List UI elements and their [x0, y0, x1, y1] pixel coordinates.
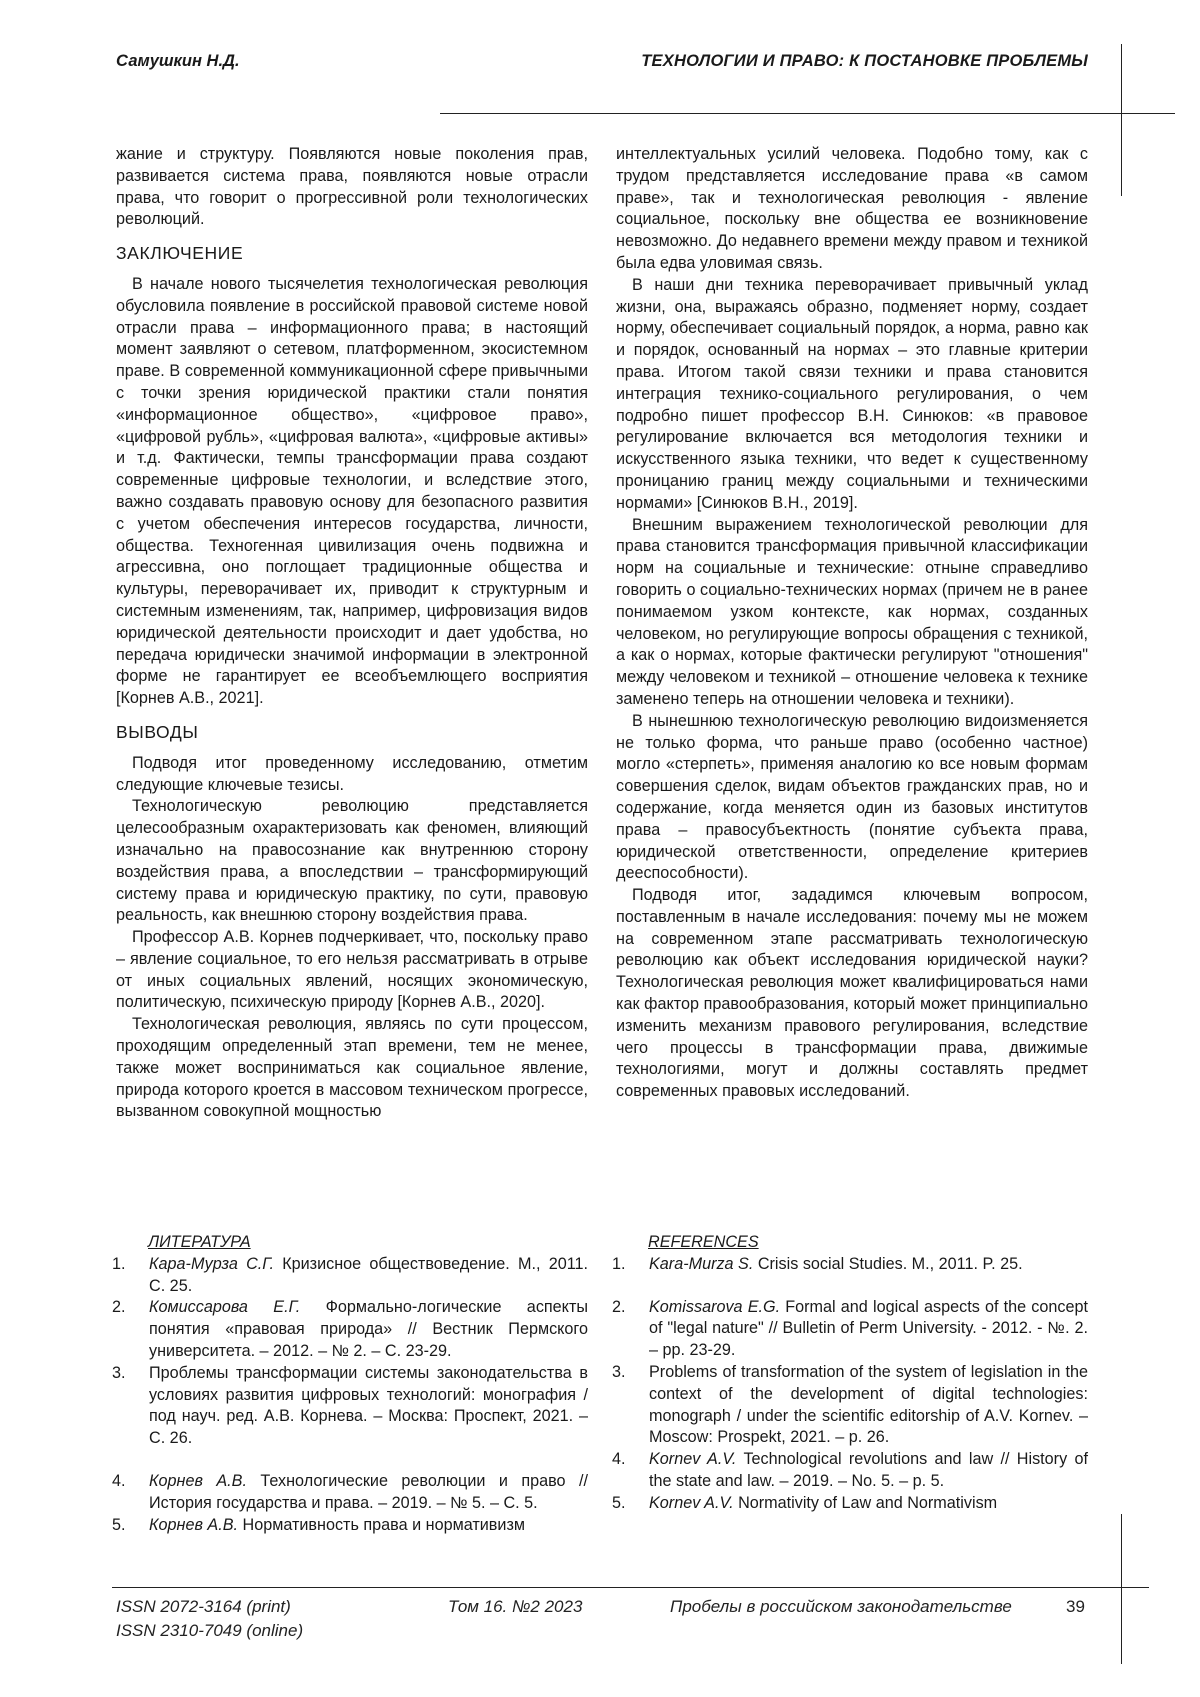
footer-vertical-rule [1121, 1514, 1122, 1664]
left-column [116, 144, 588, 1123]
item-author: Kara-Murza S. [649, 1254, 754, 1273]
paragraph-right-5: Подводя итог, зададимся ключевым вопросом, поставленным в начале исследования: почему мы не можем на современном этапе рассматривать технологическую революцию как объект исследования юридической науки? Технологическая революция может квалифицироваться нами как фактор правообразования, который может принципиально изменить механизм правового регулирования, вследствие чего процессы в трансформации права, движимые технологиями, могут и должны составлять предмет современных правовых исследований. [616, 886, 1088, 1101]
item-text: Проблемы трансформации системы законодательства в условиях развития цифровых технологий: монография / под науч. ред. А.В. Корнева. – Москва: Проспект, 2021. – С. 26. [149, 1363, 588, 1448]
item-author: Корнев А.В. [149, 1515, 238, 1534]
literature-item [112, 1297, 588, 1362]
paragraph-right-2: В наши дни техника переворачивает привычный уклад жизни, она, выражаясь образно, подменяет норму, создает норму, обеспечивает социальный порядок, а норма, равно как и порядок, основанный на нормах – это главные критерии права. Итогом такой связи техники и права становится интеграция технико-социального регулирования, о чем подробно пишет профессор В.Н. Синюков: «в правовое регулирование включается вся методология техники и искусственного языка техники, что ведет к существенному проницанию границ между социальными и техническими нормами» [Синюков В.Н., 2019]. [616, 275, 1088, 512]
paragraph-right-3: Внешним выражением технологической революции для права становится трансформация привычной классификации норм на социальные и технические: отныне справедливо говорить о социально-технических нормах (причем не в ранее понимаемом узком контексте, как нормах, созданных человеком, но регулирующие вопросы обращения с техникой, а как о нормах, которые фактически регулируют "отношения" между человеком и техникой – отношение человека к технике заменено теперь на отношении человека и техники). [616, 515, 1088, 708]
literature-item [112, 1363, 588, 1450]
item-number: 1. [112, 1254, 126, 1273]
references-heading: REFERENCES [648, 1233, 759, 1251]
header-vertical-rule [1121, 44, 1122, 196]
item-author: Корнев А.В. [149, 1471, 247, 1490]
item-text: Технологические революции и право // История государства и права. – 2019. – № 5. – С. 5. [149, 1471, 588, 1512]
item-number: 5. [612, 1493, 626, 1512]
paragraph-findings-1: Подводя итог проведенному исследованию, отметим следующие ключевые тезисы. [116, 753, 588, 794]
running-header-title: ТЕХНОЛОГИИ И ПРАВО: К ПОСТАНОВКЕ ПРОБЛЕМЫ [641, 52, 1088, 70]
running-header-author: Самушкин Н.Д. [116, 52, 240, 70]
literature-heading: ЛИТЕРАТУРА [148, 1233, 251, 1251]
paragraph-findings-2: Технологическую революцию представляется целесообразным охарактеризовать как феномен, влияющий изначально на правосознание как внутреннюю сторону воздействия права, а впоследствии – трансформирующий систему права и юридическую практику, по сути, правовую реальность, как внешнюю сторону воздействия права. [116, 797, 588, 925]
reference-item [612, 1493, 1088, 1515]
item-number: 2. [112, 1298, 126, 1317]
reference-item [612, 1297, 1088, 1362]
paragraph-findings-3: Профессор А.В. Корнев подчеркивает, что, поскольку право – явление социальное, то его нельзя рассматривать в отрыве от иных социальных явлений, носящих экономическую, политическую, психическую природу [Корнев А.В., 2020]. [116, 928, 588, 1012]
paragraph-findings-4: Технологическая революция, являясь по сути процессом, проходящим определенный этап времени, тем не менее, также может восприниматься как социальное явление, природа которого кроется в массовом техническом прогрессе, вызванном совокупной мощностью [116, 1015, 588, 1121]
item-number: 3. [112, 1363, 126, 1382]
item-author: Комиссарова Е.Г. [149, 1298, 301, 1317]
item-number: 3. [612, 1362, 626, 1381]
footer-rule [112, 1587, 1149, 1588]
right-column [616, 144, 1088, 1103]
references-list [612, 1232, 1088, 1515]
item-author: Kornev A.V. [649, 1450, 737, 1469]
reference-item [612, 1449, 1088, 1493]
paragraph-right-1: интеллектуальных усилий человека. Подобно тому, как с трудом представляется исследование права «в самом праве», так и технологическая революция - явление социальное, поскольку вне общества ее возникновение невозможно. До недавнего времени между правом и техникой была едва уловимая связь. [616, 145, 1088, 272]
item-text: Формально-логические аспекты понятия «правовая природа» // Вестник Пермского университета. – 2012. – № 2. – С. 23-29. [149, 1298, 588, 1360]
item-author: Кара-Мурза С.Г. [149, 1254, 274, 1273]
footer-issn-online: ISSN 2310-7049 (online) [116, 1621, 304, 1640]
reference-item [612, 1362, 1088, 1449]
paragraph-right-4: В нынешнюю технологическую революцию видоизменяется не только форма, что раньше право (особенно частное) могло «стерпеть», применяя аналогию ко все новым формам совершения сделок, видам объектов гражданских прав, но и содержание, когда меняется один из базовых институтов права – правосубъектность (понятие субъекта права, юридической ответственности, определение критериев дееспособности). [616, 711, 1088, 883]
footer-issn-print: ISSN 2072-3164 (print) [116, 1597, 291, 1616]
item-text: Normativity of Law and Normativism [733, 1493, 998, 1512]
item-text: Crisis social Studies. M., 2011. P. 25. [753, 1254, 1023, 1273]
section-heading-findings: ВЫВОДЫ [116, 721, 199, 742]
paragraph-intro: жание и структуру. Появляются новые поколения прав, развивается система права, появляются новые отрасли права, что говорит о прогрессивной роли технологических революций. [116, 145, 588, 229]
footer-volume: Том 16. №2 2023 [448, 1597, 583, 1616]
item-text: Formal and logical aspects of the concept of "legal nature" // Bulletin of Perm University. - 2012. - №. 2. – pp. 23-29. [649, 1297, 1088, 1360]
item-text: Кризисное обществоведение. М., 2011. С. 25. [149, 1254, 588, 1295]
reference-item [612, 1254, 1088, 1276]
literature-item [112, 1471, 588, 1515]
item-number: 4. [112, 1471, 126, 1490]
item-text: Technological revolutions and law // History of the state and law. – 2019. – No. 5. – p. 5. [649, 1450, 1089, 1490]
footer-journal-name: Пробелы в российском законодательстве [670, 1597, 1012, 1616]
literature-list [112, 1232, 588, 1536]
item-text: Нормативность права и нормативизм [238, 1515, 526, 1534]
item-author: Komissarova E.G. [649, 1297, 781, 1316]
literature-item [112, 1254, 588, 1298]
item-number: 2. [612, 1297, 626, 1316]
page-number: 39 [1066, 1597, 1085, 1616]
header-rule [440, 113, 1175, 114]
item-number: 4. [612, 1450, 626, 1469]
literature-item [112, 1515, 588, 1537]
item-number: 1. [612, 1254, 626, 1273]
item-number: 5. [112, 1515, 126, 1534]
item-text: Problems of transformation of the system of legislation in the context of the development of digital technologies: monograph / under the scientific editorship of A.V. Kornev. – Moscow: Prospekt, 2021. – p. 26. [649, 1362, 1088, 1447]
section-heading-conclusion: ЗАКЛЮЧЕНИЕ [116, 243, 244, 264]
item-author: Kornev A.V. [649, 1493, 734, 1512]
paragraph-conclusion: В начале нового тысячелетия технологическая революция обусловила появление в российской правовой системе новой отрасли права – информационного права; в настоящий момент заявляют о сетевом, платформенном, экосистемном праве. В современной коммуникационной сфере привычными с точки зрения юридической практики стали понятия «информационное общество», «цифровое право», «цифровой рубль», «цифровая валюта», «цифровые активы» и т.д. Фактически, темпы трансформации права создают современные цифровые технологии, и вследствие этого, важно создавать правовую основу для безопасного развития с учетом обеспечения интересов государства, личности, общества. Техногенная цивилизация очень подвижна и агрессивна, оно поглощает традиционные общества и культуры, переворачивает их, приводит к структурным и системным изменениям, так, например, цифровизация видов юридической деятельности происходит и дает удобства, но передача юридически значимой информации в электронной форме не гарантирует ее всеобъемлющего восприятия [Корнев А.В., 2021]. [116, 274, 588, 708]
